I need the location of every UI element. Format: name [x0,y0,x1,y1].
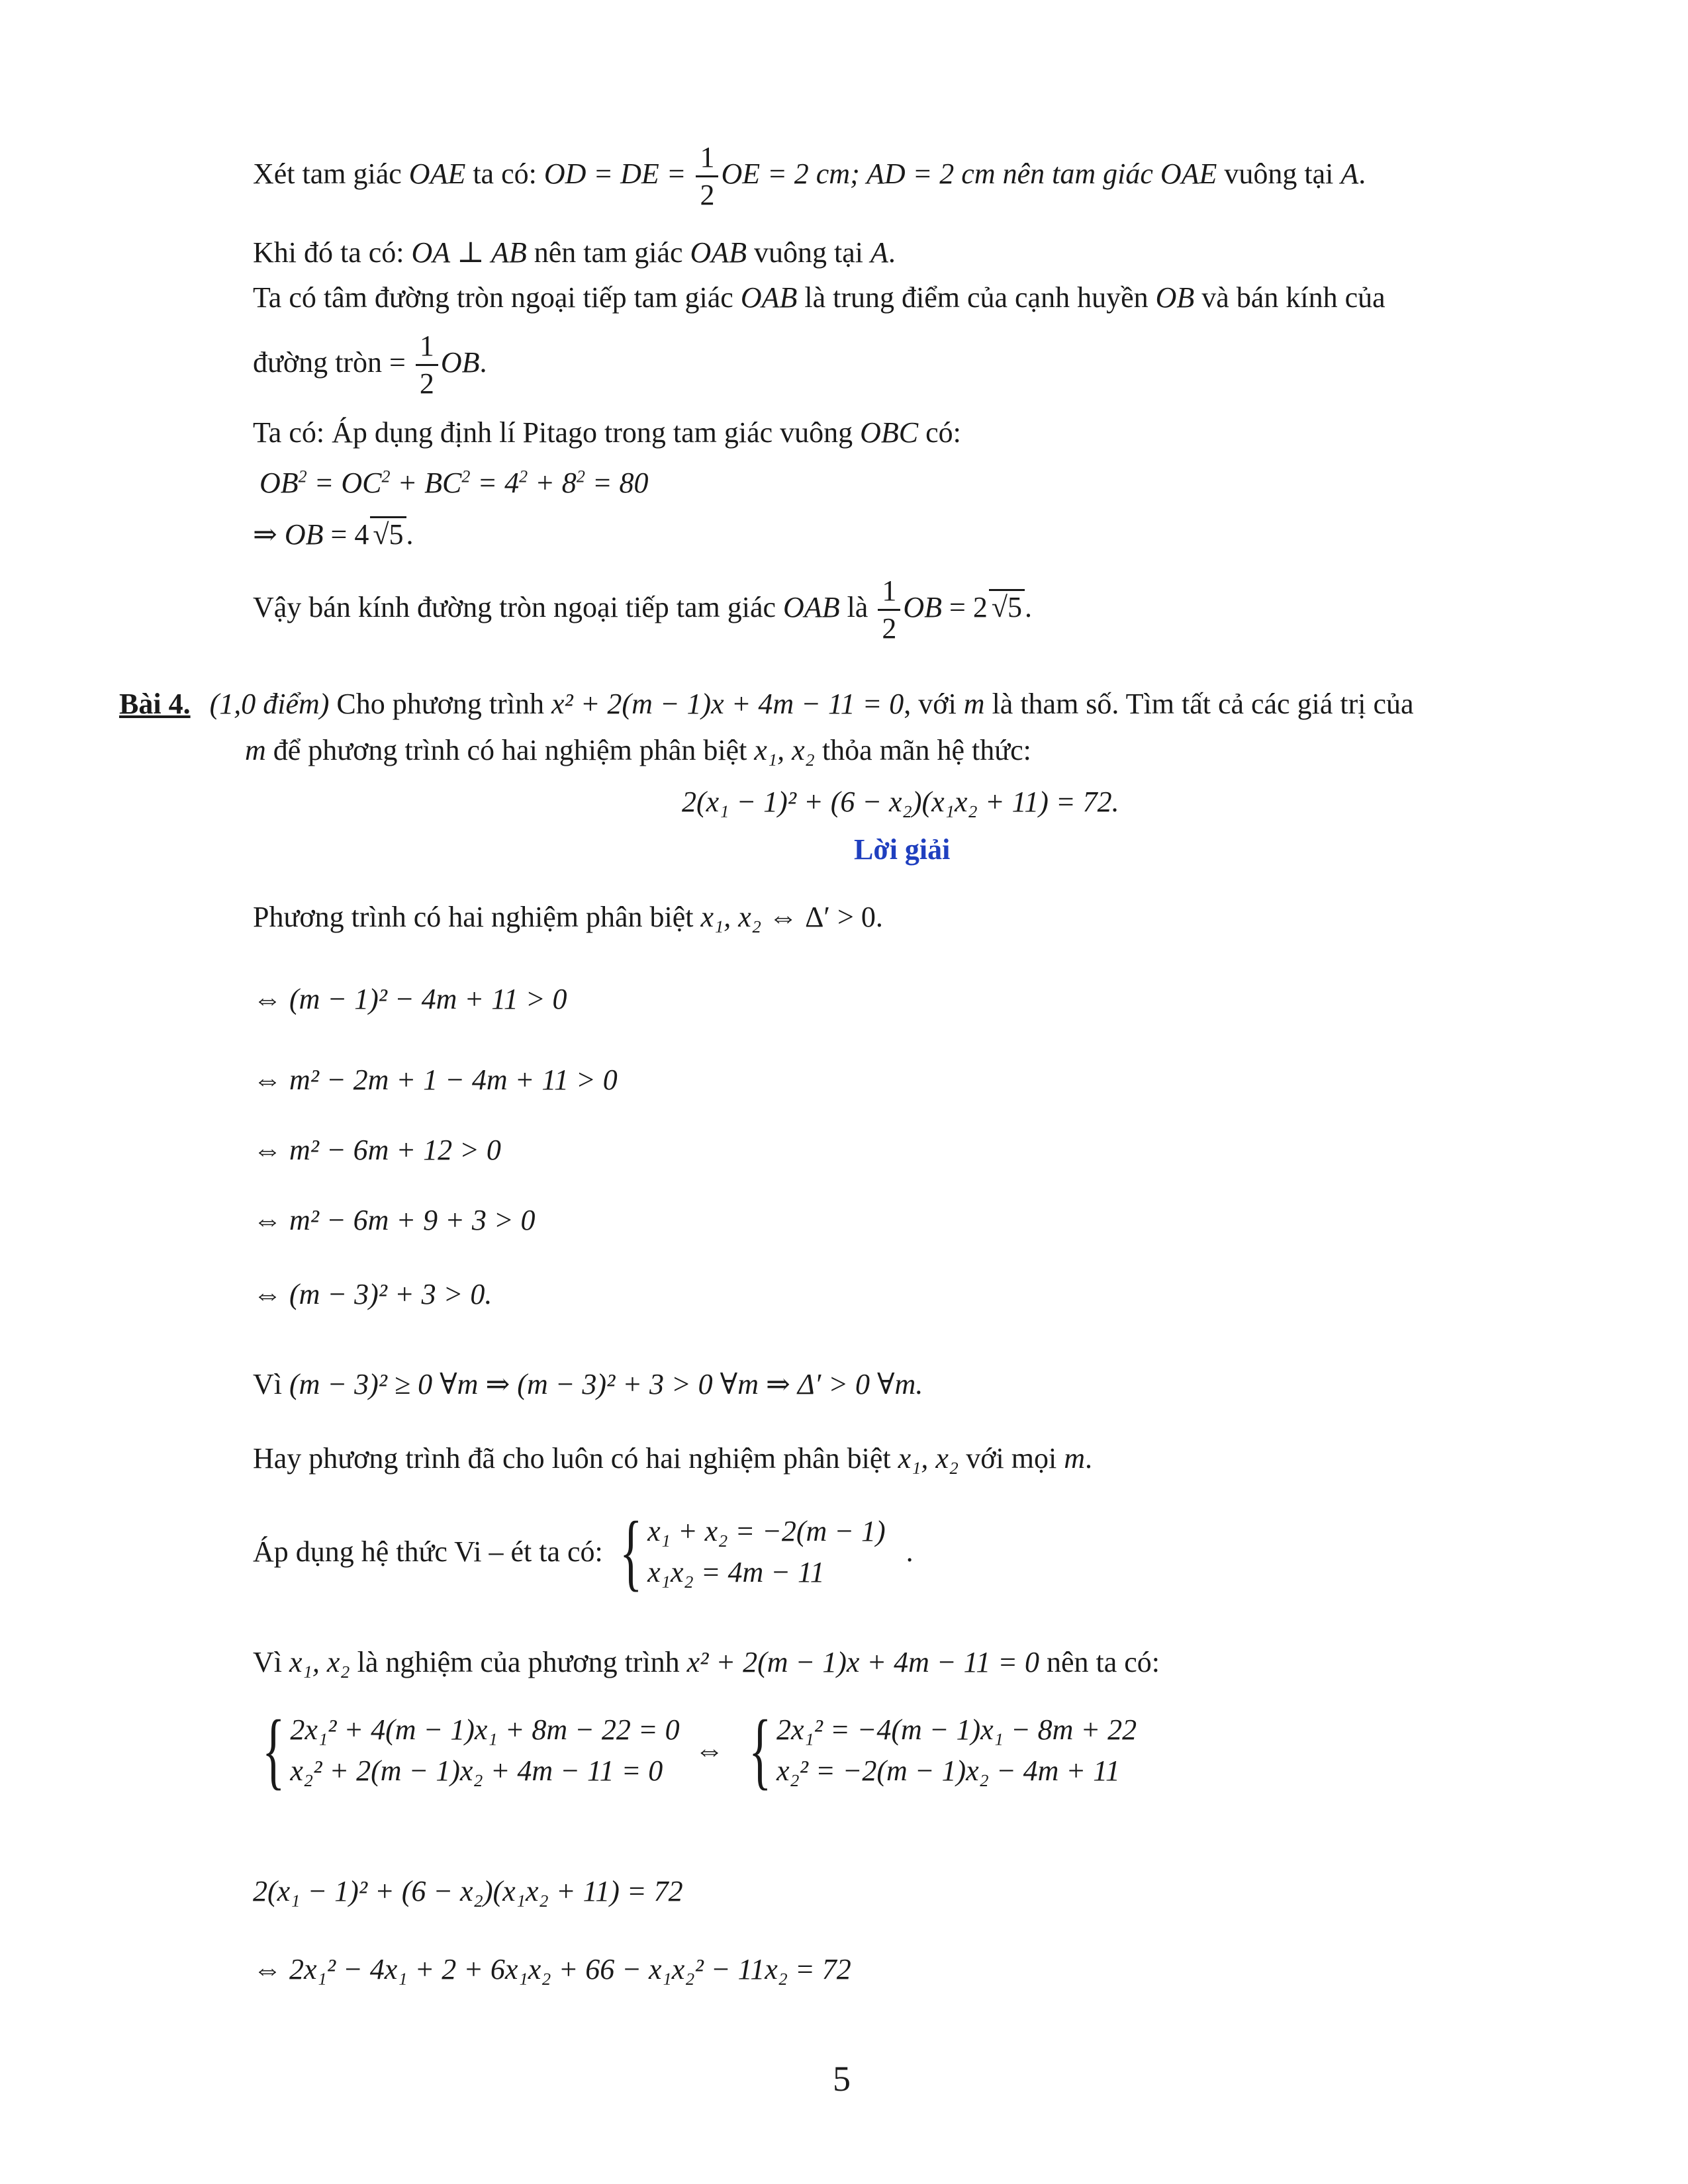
sol-vieta: Áp dụng hệ thức Vi – ét ta có: { x₁ + x₂ = −2(m − 1) x₁x₂ = 4m − 11 . [253,1504,914,1600]
sol-line-13: ⇔ 2x₁² − 4x₁ + 2 + 6x₁x₂ + 66 − x₁x₂² − 11x₂ = 72 [253,1953,851,1985]
system-right: { 2x₁² = −4(m − 1)x₁ − 8m + 22 x₂² = −2(m − 1)x₂ − 4m + 11 [748,1703,1137,1798]
bai4-condition: 2(x₁ − 1)² + (6 − x₂)(x₁x₂ + 11) = 72. [682,786,1119,818]
bai4-statement-line1: Bài 4. (1,0 điểm) Cho phương trình x² + 2(m − 1)x + 4m − 11 = 0, với m là tham số. Tìm tất cả các giá trị của [119,688,1414,720]
sqrt-5: √5 [989,589,1025,625]
sqrt-5: √5 [370,516,406,552]
loi-giai-heading: Lời giải [854,833,951,866]
equation-ob-value: ⇒ OB = 4 √5. [253,516,414,552]
vieta-system: { x₁ + x₂ = −2(m − 1) x₁x₂ = 4m − 11 [619,1504,886,1600]
equation-ob-squared: $OB^2 = OC^2 + BC^2 = 4^2 + 8^2 = 80$ [259,467,649,499]
sol-line-8: Hay phương trình đã cho luôn có hai nghiệm phân biệt x₁, x₂ với mọi m. [253,1442,1092,1475]
line-duong-tron: đường tròn = $\frac{1}{2}$ OB. [253,330,487,400]
system-left: { 2x₁² + 4(m − 1)x₁ + 8m − 22 = 0 x₂² + 2(m − 1)x₂ + 4m − 11 = 0 [262,1703,680,1798]
sol-line-7: Vì (m − 3)² ≥ 0 ∀m ⇒ (m − 3)² + 3 > 0 ∀m ⇒ Δ′ > 0 ∀m. [253,1368,923,1400]
sol-line-1: Phương trình có hai nghiệm phân biệt x₁, x₂ ⇔ Δ′ > 0. [253,901,883,933]
bai4-points: (1,0 điểm) [209,688,330,720]
sol-line-5: ⇔ m² − 6m + 9 + 3 > 0 [253,1204,536,1236]
line-tam-duong-tron: Ta có tâm đường tròn ngoại tiếp tam giác OAB là trung điểm của cạnh huyền OB và bán kính của [253,281,1385,314]
line-khi-do: Khi đó ta có: OA ⊥ AB nên tam giác OAB vuông tại A. [253,236,896,269]
line-ban-kinh: Vậy bán kính đường tròn ngoại tiếp tam giác OAB là $\frac{1}{2}$ OB = 2 √5. [253,574,1032,645]
fraction-half: $\frac{1}{2}$ [416,331,438,399]
sol-line-12: 2(x₁ − 1)² + (6 − x₂)(x₁x₂ + 11) = 72 [253,1875,683,1907]
bai4-label: Bài 4. [119,688,191,720]
sol-line-4: ⇔ m² − 6m + 12 > 0 [253,1134,501,1166]
sol-system-roots: { 2x₁² + 4(m − 1)x₁ + 8m − 22 = 0 x₂² + 2(m − 1)x₂ + 4m − 11 = 0 ⇔ { 2x₁² = −4(m − 1)x₁ − 8m + 22 x₂² = −2(m − 1)x₂ − 4m + 11 [253,1707,1137,1794]
line-pitago: Ta có: Áp dụng định lí Pitago trong tam giác vuông OBC có: [253,416,961,449]
fraction-half: $\frac{1}{2}$ [696,142,718,210]
sol-line-3: ⇔ m² − 2m + 1 − 4m + 11 > 0 [253,1064,618,1096]
sol-line-6: ⇔ (m − 3)² + 3 > 0. [253,1278,492,1310]
fraction-half: $\frac{1}{2}$ [878,576,900,644]
bai4-statement-line2: m để phương trình có hai nghiệm phân biệt x₁, x₂ thỏa mãn hệ thức: [245,734,1031,766]
page-number: 5 [833,2059,851,2099]
line-xet-tam-giac: Xét tam giác OAE ta có: OD = DE = $\frac{1}{2}$ OE = 2 cm; AD = 2 cm nên tam giác OAE vuông tại A. [253,141,1366,212]
sol-line-2: ⇔ (m − 1)² − 4m + 11 > 0 [253,983,567,1015]
sol-line-10: Vì x₁, x₂ là nghiệm của phương trình x² + 2(m − 1)x + 4m − 11 = 0 nên ta có: [253,1646,1160,1678]
